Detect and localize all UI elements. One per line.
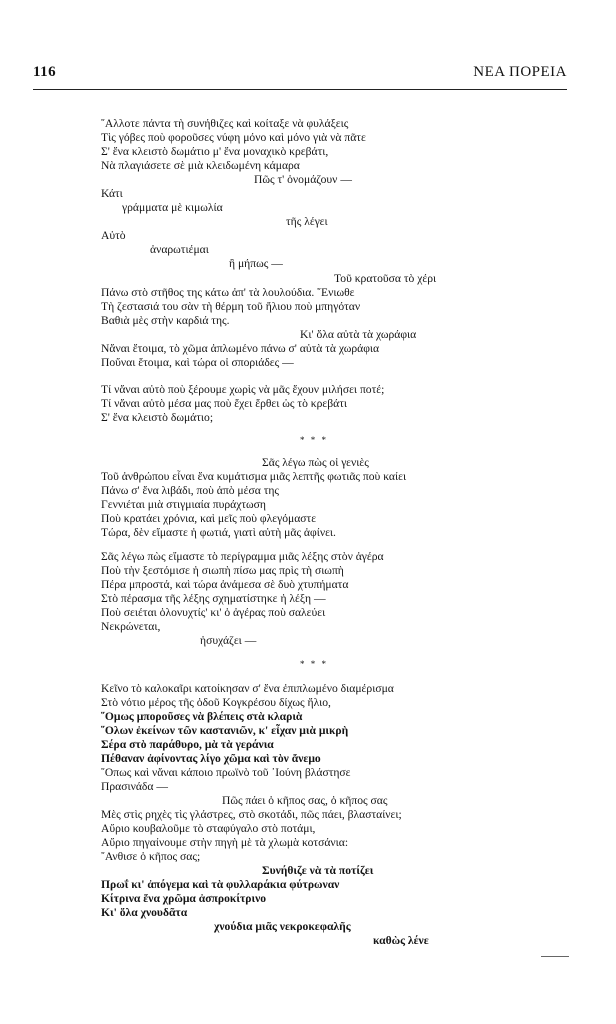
poem-line: Πρασινάδα — (101, 780, 168, 793)
running-head: ΝΕΑ ΠΟΡΕΙΑ (473, 64, 567, 80)
poem-line: Νἄναι ἕτοιμα, τὸ χῶμα ἁπλωμένο πάνω σ' αὐτὰ τὰ χωράφια (101, 342, 380, 355)
poem-line: Τί νἄναι αὐτὸ ποὺ ξέρουμε χωρὶς νὰ μᾶς ἔχουν μιλήσει ποτέ; (101, 383, 385, 396)
poem-line: ῞Αλλοτε πάντα τὴ συνήθιζες καὶ κοίταξε νὰ φυλάξεις (101, 117, 349, 130)
poem-line: Κάτι (101, 187, 123, 200)
poem-line: Γεννιέται μιὰ στιγμιαία πυράχτωση (101, 498, 266, 511)
poem-line: Σέρα στὸ παράθυρο, μὰ τὰ γεράνια (101, 738, 274, 751)
section-separator: * * * (300, 435, 328, 445)
poem-line: Ποὔναι ἕτοιμα, καὶ τώρα οἱ σποριάδες — (101, 356, 294, 369)
page-number: 116 (33, 64, 57, 80)
poem-line: Πέθαναν ἀφίνοντας λίγο χῶμα καὶ τὸν ἄνεμο (101, 752, 321, 765)
header-rule (33, 89, 567, 90)
poem-line: ῞Ολων ἐκείνων τῶν καστανιῶν, κ' εἶχαν μιὰ μικρὴ (101, 724, 349, 737)
poem-line: Κι' ὅλα χνουδᾶτα (101, 906, 188, 919)
poem-line: Τοῦ κρατοῦσα τὸ χέρι (334, 272, 437, 285)
poem-line: καθὼς λένε (373, 934, 429, 947)
margin-mark (541, 956, 569, 957)
poem-line: Τὶς γόβες ποὺ φοροῦσες νύφη μόνο καὶ μόνο γιὰ νὰ πᾶτε (101, 131, 366, 144)
poem-line: Τώρα, δὲν εἴμαστε ἡ φωτιά, γιατὶ αὐτὴ μᾶς ἀφίνει. (101, 526, 336, 539)
poem-line: Πῶς τ' ὀνομάζουν — (254, 173, 352, 186)
poem-line: Μὲς στὶς ρηχὲς τὶς γλάστρες, στὸ σκοτάδι, πῶς πάει, βλασταίνει; (101, 808, 402, 821)
poem-line: γράμματα μὲ κιμωλία (122, 201, 223, 214)
poem-line: Στὸ πέρασμα τῆς λέξης σχηματίστηκε ἡ λέξη — (101, 592, 326, 605)
poem-line: Κεῖνο τὸ καλοκαῖρι κατοίκησαν σ' ἕνα ἐπιπλωμένο διαμέρισμα (101, 682, 394, 695)
poem-line: ἢ μήπως — (229, 257, 283, 270)
poem-line: ῞Ομως μποροῦσες νὰ βλέπεις στὰ κλαριὰ (101, 710, 303, 723)
poem-line: χνούδια μιᾶς νεκροκεφαλῆς (214, 920, 351, 933)
poem-line: Νὰ πλαγιάσετε σὲ μιὰ κλειδωμένη κάμαρα (101, 159, 300, 172)
poem-line: Ποὺ κρατάει χρόνια, καὶ μεῖς ποὺ φλεγόμαστε (101, 512, 317, 525)
poem-line: Τὴ ζεστασιά του σὰν τὴ θέρμη τοῦ ἥλιου ποὺ μπηγόταν (101, 300, 361, 313)
poem-line: Σᾶς λέγω πὼς εἴμαστε τὸ περίγραμμα μιᾶς λέξης στὸν ἀγέρα (101, 550, 384, 563)
poem-line: Τοῦ ἀνθρώπου εἶναι ἕνα κυμάτισμα μιᾶς λεπτῆς φωτιᾶς ποὺ καίει (101, 470, 407, 483)
poem-line: Σ' ἕνα κλειστὸ δωμάτιο; (101, 411, 214, 424)
poem-line: Συνήθιζε νὰ τὰ ποτίζει (262, 864, 374, 877)
poem-line: τῆς λέγει (286, 215, 328, 228)
poem-line: Ποὺ σειέται ὁλονυχτίς' κι' ὁ ἀγέρας ποὺ σαλεύει (101, 606, 326, 619)
section-separator: * * * (300, 659, 328, 669)
poem-line: Αὐτὸ (101, 229, 126, 242)
poem-line: Ποὺ τὴν ξεστόμισε ἡ σιωπὴ πίσω μας πρὶς τὴ σιωπὴ (101, 564, 344, 577)
poem-line: Σ' ἕνα κλειστὸ δωμάτιο μ' ἕνα μοναχικὸ κρεβάτι, (101, 145, 329, 158)
poem-line: Βαθιὰ μὲς στὴν καρδιά της. (101, 314, 230, 327)
poem-line: Πρωΐ κι' ἀπόγεμα καὶ τὰ φυλλαράκια φύτρωναν (101, 878, 340, 891)
poem-line: Πάνω σ' ἕνα λιβάδι, ποὺ ἀπὸ μέσα της (101, 484, 280, 497)
poem-line: Στὸ νότιο μέρος τῆς ὁδοῦ Κογκρέσου δίχως ἥλιο, (101, 696, 331, 709)
poem-line: Νεκρώνεται, (101, 620, 161, 633)
poem-line: Αὔριο κουβαλοῦμε τὸ σταφύγαλο στὸ ποτάμι, (101, 822, 316, 835)
poem-line: ῞Οπως καὶ νἄναι κάποιο πρωϊνὸ τοῦ ᾿Ιούνη βλάστησε (101, 766, 351, 779)
poem-line: ῎Ανθισε ὁ κῆπος σας; (101, 850, 201, 863)
poem-line: Κίτρινα ἕνα χρῶμα ἀσπροκίτρινο (101, 892, 267, 905)
poem-line: Πῶς πάει ὁ κῆπος σας, ὁ κῆπος σας (222, 794, 388, 807)
poem-line: Κι' ὅλα αὐτὰ τὰ χωράφια (300, 328, 417, 341)
poem-line: Πέρα μπροστά, καὶ τώρα ἀνάμεσα σὲ δυὸ χτυπήματα (101, 578, 349, 591)
poem-line: Πάνω στὸ στῆθος της κάτω ἀπ' τὰ λουλούδια. ῞Ενιωθε (101, 286, 355, 299)
poem-line: Αὔριο πηγαίνουμε στὴν πηγὴ μὲ τὰ χλωμὰ κοτσάνια: (101, 836, 349, 849)
poem-line: Τί νἄναι αὐτὸ μέσα μας ποὺ ἔχει ἔρθει ὡς τὸ κρεβάτι (101, 397, 348, 410)
poem-line: ἀναρωτιέμαι (150, 243, 209, 256)
poem-line: Σᾶς λέγω πὼς οἱ γενιὲς (262, 456, 369, 469)
poem-line: ἡσυχάζει — (200, 634, 257, 647)
